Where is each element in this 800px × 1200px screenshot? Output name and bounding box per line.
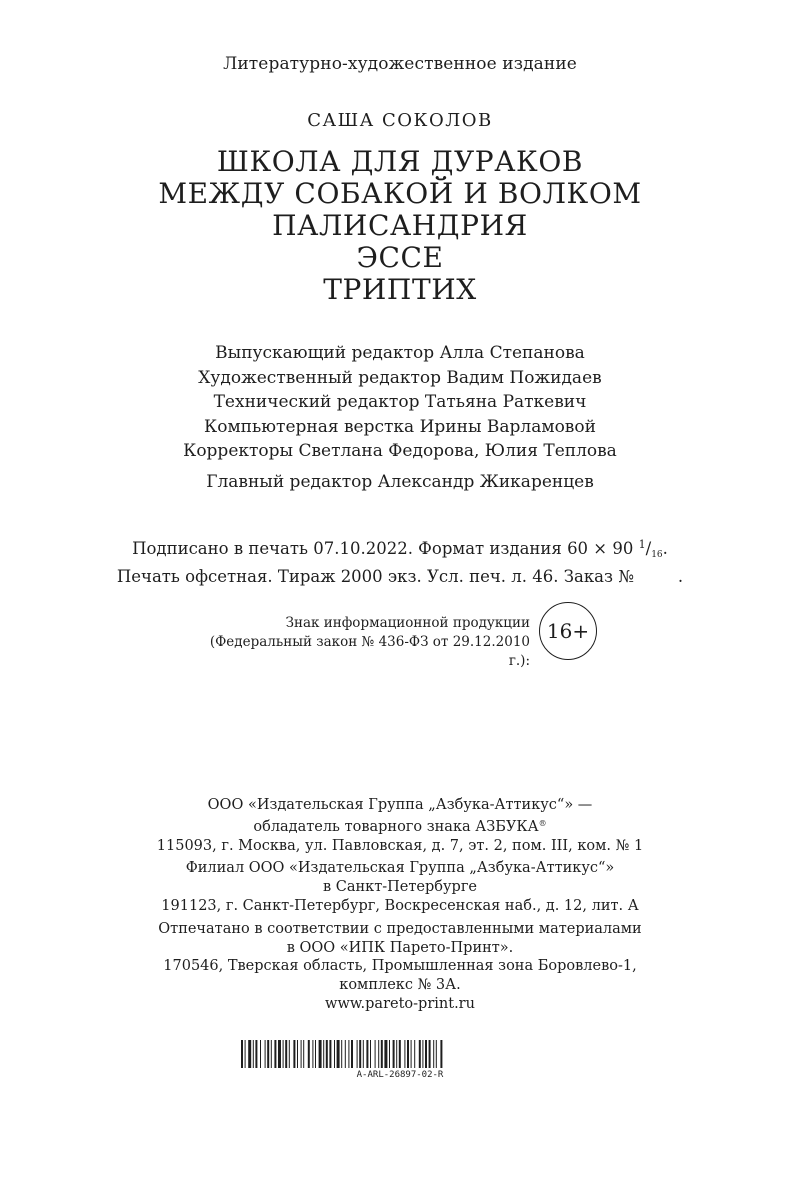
barcode-bar bbox=[399, 1040, 401, 1068]
barcode-bar bbox=[366, 1040, 368, 1068]
barcode-bar bbox=[351, 1040, 353, 1068]
barcode-bar bbox=[297, 1040, 298, 1068]
publisher-line: Филиал ООО «Издательская Группа „Азбука-Аттикус“» bbox=[185, 860, 615, 877]
barcode-bar bbox=[323, 1040, 324, 1068]
barcode-bar bbox=[337, 1040, 340, 1068]
printer-group bbox=[0, 920, 800, 1014]
barcode-bar bbox=[289, 1040, 290, 1068]
barcode-bar bbox=[370, 1040, 371, 1068]
info-sign-text bbox=[190, 614, 530, 671]
barcode-bar bbox=[312, 1040, 313, 1068]
format-fraction-numerator: 1 bbox=[638, 538, 646, 551]
credit-line: Корректоры Светлана Федорова, Юлия Теплова bbox=[183, 441, 617, 461]
barcode-bar bbox=[440, 1040, 442, 1068]
barcode-bar bbox=[348, 1040, 349, 1068]
publisher-line bbox=[0, 815, 800, 837]
barcode-bar bbox=[422, 1040, 423, 1068]
print-line-1 bbox=[0, 534, 800, 566]
barcode-bar bbox=[378, 1040, 379, 1068]
barcode-bar bbox=[326, 1040, 328, 1068]
barcode-bar bbox=[384, 1040, 387, 1068]
barcode-bar bbox=[389, 1040, 390, 1068]
title-line: ПАЛИСАНДРИЯ bbox=[272, 209, 528, 242]
barcode-bar bbox=[274, 1040, 276, 1068]
title-line: МЕЖДУ СОБАКОЙ И ВОЛКОМ bbox=[158, 177, 642, 210]
author-name: САША СОКОЛОВ bbox=[307, 110, 493, 131]
genre-label: Литературно-художественное издание bbox=[223, 54, 577, 74]
barcode-bar bbox=[429, 1040, 431, 1068]
print-text-2: Печать офсетная. Тираж 2000 экз. Усл. печ. л. 46. Заказ № bbox=[116, 567, 634, 586]
printer-line: Отпечатано в соответствии с предоставленными материалами bbox=[158, 920, 642, 937]
age-rating: 16+ bbox=[546, 619, 590, 643]
title-line: ТРИПТИХ bbox=[323, 273, 477, 306]
barcode-bar bbox=[241, 1040, 243, 1068]
chief-editor: Главный редактор Александр Жикаренцев bbox=[206, 472, 594, 492]
print-line-1-end: . bbox=[662, 539, 668, 558]
barcode-bar bbox=[293, 1040, 295, 1068]
credit-line: Выпускающий редактор Алла Степанова bbox=[215, 343, 585, 363]
barcode-bar bbox=[396, 1040, 397, 1068]
barcode-bar bbox=[265, 1040, 266, 1068]
printer-line: в ООО «ИПК Парето-Принт». bbox=[286, 939, 514, 956]
barcode-bar bbox=[334, 1040, 335, 1068]
barcode-bar bbox=[278, 1040, 281, 1068]
barcode-bar bbox=[425, 1040, 427, 1068]
info-sign-line-1: Знак информационной продукции bbox=[285, 615, 530, 631]
title-line: ЭССЕ bbox=[356, 241, 444, 274]
format-fraction-slash: / bbox=[645, 539, 652, 558]
credits-block bbox=[0, 341, 800, 464]
credit-line: Компьютерная верстка Ирины Варламовой bbox=[204, 416, 596, 437]
publisher-line: 191123, г. Санкт-Петербург, Воскресенская наб., д. 12, лит. А bbox=[161, 897, 639, 914]
barcode-bar bbox=[260, 1040, 261, 1068]
barcode-bar bbox=[411, 1040, 412, 1068]
barcode-label: A-ARL-26897-02-R bbox=[356, 1070, 444, 1080]
barcode-bar bbox=[329, 1040, 331, 1068]
title-line: ШКОЛА ДЛЯ ДУРАКОВ bbox=[216, 145, 584, 178]
barcode-bar bbox=[404, 1040, 405, 1068]
barcode-bar bbox=[381, 1040, 383, 1068]
publisher-group-1 bbox=[0, 796, 800, 855]
publisher-group-2 bbox=[0, 859, 800, 915]
registered-mark: ® bbox=[538, 818, 547, 828]
barcode-bar bbox=[436, 1040, 437, 1068]
publisher-line: 115093, г. Москва, ул. Павловская, д. 7, эт. 2, пом. III, ком. № 1 bbox=[156, 837, 644, 854]
barcode-bar bbox=[253, 1040, 254, 1068]
barcode-bar bbox=[363, 1040, 364, 1068]
barcode-bar bbox=[267, 1040, 269, 1068]
barcode-bar bbox=[303, 1040, 304, 1068]
barcode-bar bbox=[283, 1040, 284, 1068]
barcode-bar bbox=[248, 1040, 251, 1068]
barcode-bar bbox=[419, 1040, 421, 1068]
barcode-bar bbox=[375, 1040, 376, 1068]
barcode-bar bbox=[414, 1040, 415, 1068]
barcode-bar bbox=[359, 1040, 361, 1068]
barcode-image bbox=[241, 1040, 559, 1068]
printer-line: комплекс № 3А. bbox=[339, 977, 461, 994]
age-rating-badge bbox=[539, 602, 597, 660]
titles-block bbox=[0, 146, 800, 306]
publisher-line: в Санкт-Петербурге bbox=[323, 879, 477, 896]
print-text-1: Подписано в печать 07.10.2022. Формат издания 60 × 90 bbox=[132, 539, 634, 558]
printer-line: 170546, Тверская область, Промышленная зона Боровлево-1, bbox=[163, 958, 637, 975]
publisher-block bbox=[0, 796, 800, 1018]
barcode-bar bbox=[341, 1040, 342, 1068]
credit-line: Технический редактор Татьяна Раткевич bbox=[213, 392, 587, 412]
print-info bbox=[0, 534, 800, 588]
barcode-bar bbox=[271, 1040, 272, 1068]
barcode-bar bbox=[301, 1040, 302, 1068]
trademark-text: обладатель товарного знака АЗБУКА bbox=[253, 818, 539, 835]
printer-website: www.pareto-print.ru bbox=[325, 995, 475, 1012]
barcode-bar bbox=[357, 1040, 358, 1068]
barcode-bar bbox=[393, 1040, 395, 1068]
barcode-bar bbox=[315, 1040, 316, 1068]
format-fraction-denominator: 16 bbox=[651, 550, 663, 560]
barcode-bar bbox=[245, 1040, 246, 1068]
publisher-line: ООО «Издательская Группа „Азбука-Аттикус“» — bbox=[207, 797, 593, 813]
barcode-bar bbox=[407, 1040, 409, 1068]
barcode-bar bbox=[308, 1040, 310, 1068]
info-sign-line-2: (Федеральный закон № 436-ФЗ от 29.12.2010 г.): bbox=[209, 634, 530, 669]
print-line-2 bbox=[0, 566, 800, 588]
barcode-bar bbox=[255, 1040, 257, 1068]
barcode-bar bbox=[285, 1040, 287, 1068]
barcode-bar bbox=[433, 1040, 434, 1068]
barcode-bar bbox=[319, 1040, 322, 1068]
print-line-2-end: . bbox=[677, 567, 684, 586]
barcode-bar bbox=[345, 1040, 346, 1068]
credit-line: Художественный редактор Вадим Пожидаев bbox=[198, 367, 602, 388]
